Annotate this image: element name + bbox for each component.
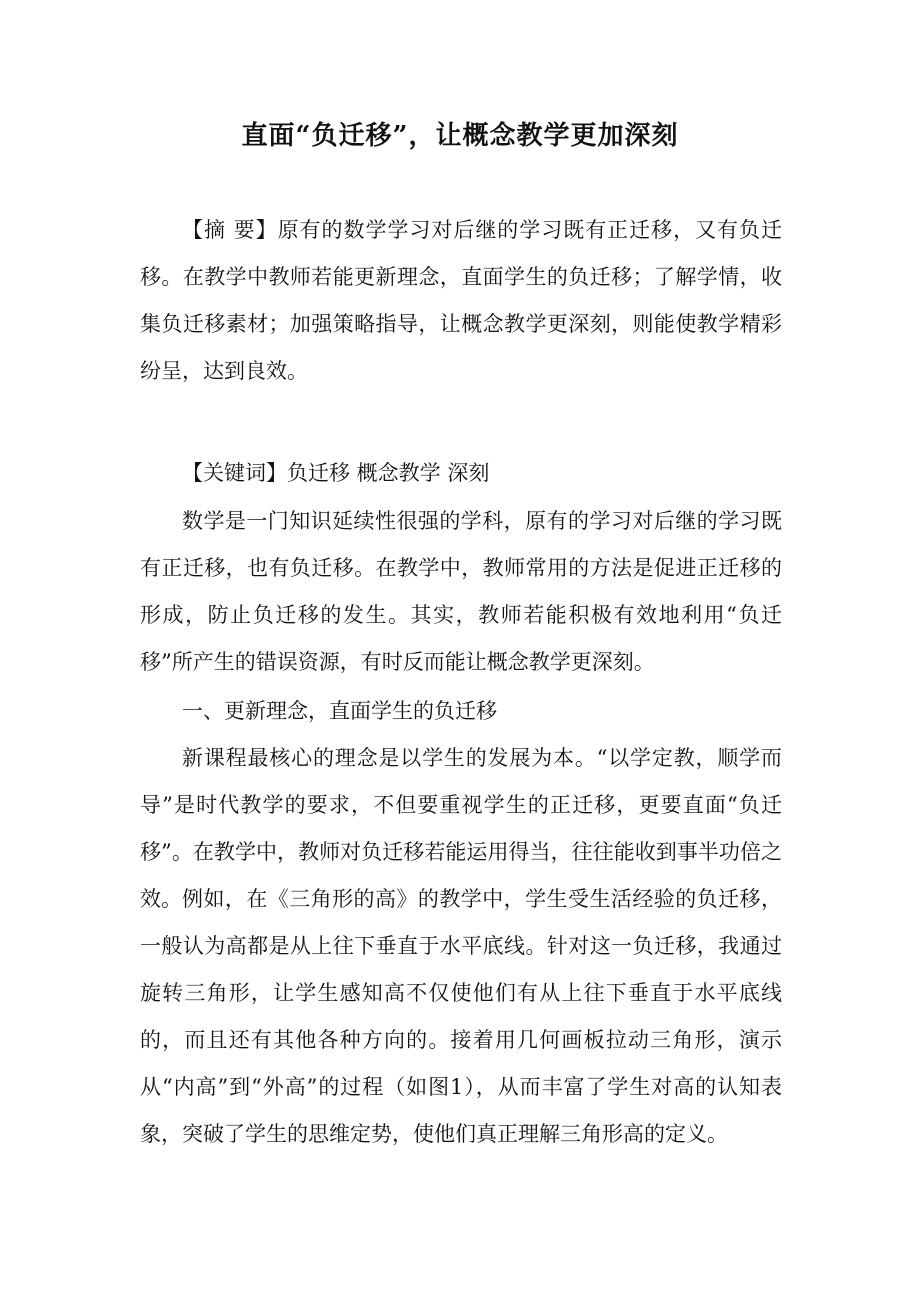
- intro-paragraph: 数学是一门知识延续性很强的学科，原有的学习对后继的学习既有正迁移，也有负迁移。在教学中，教师常用的方法是促进正迁移的形成，防止负迁移的发生。其实，教师若能积极有效地利用“负迁移”所产生的错误资源，有时反而能让概念教学更深刻。: [140, 509, 782, 674]
- document-title: 直面“负迁移”，让概念教学更加深刻: [241, 121, 679, 151]
- section-heading-1: 一、更新理念，直面学生的负迁移: [182, 699, 497, 723]
- keywords-text: 负迁移 概念教学 深刻: [287, 461, 490, 485]
- keywords-paragraph: [140, 450, 782, 497]
- abstract-paragraph: [140, 207, 782, 395]
- abstract-label: 【摘 要】: [182, 218, 278, 242]
- body-paragraph-2: 例如，在《三角形的高》的教学中，学生受生活经验的负迁移，一般认为高都是从上往下垂直于水平底线。针对这一负迁移，我通过旋转三角形，让学生感知高不仅使他们有从上往下垂直于水平底线的，而且还有其他各种方向的。接着用几何画板拉动三角形，演示从“内高”到“外高”的过程（如图1），从而丰富了学生对高的认知表象，突破了学生的思维定势，使他们真正理解三角形高的定义。: [140, 887, 782, 1146]
- abstract-text: 原有的数学学习对后继的学习既有正迁移，又有负迁移。在教学中教师若能更新理念，直面学生的负迁移；了解学情，收集负迁移素材；加强策略指导，让概念教学更深刻，则能使教学精彩纷呈，达到良效。: [140, 218, 783, 383]
- keywords-label: 【关键词】: [182, 461, 287, 485]
- body-paragraph-1: 新课程最核心的理念是以学生的发展为本。“以学定教，顺学而导”是时代教学的要求，不但要重视学生的正迁移，更要直面“负迁移”。在教学中，教师对负迁移若能运用得当，往往能收到事半功倍之效。: [140, 746, 782, 911]
